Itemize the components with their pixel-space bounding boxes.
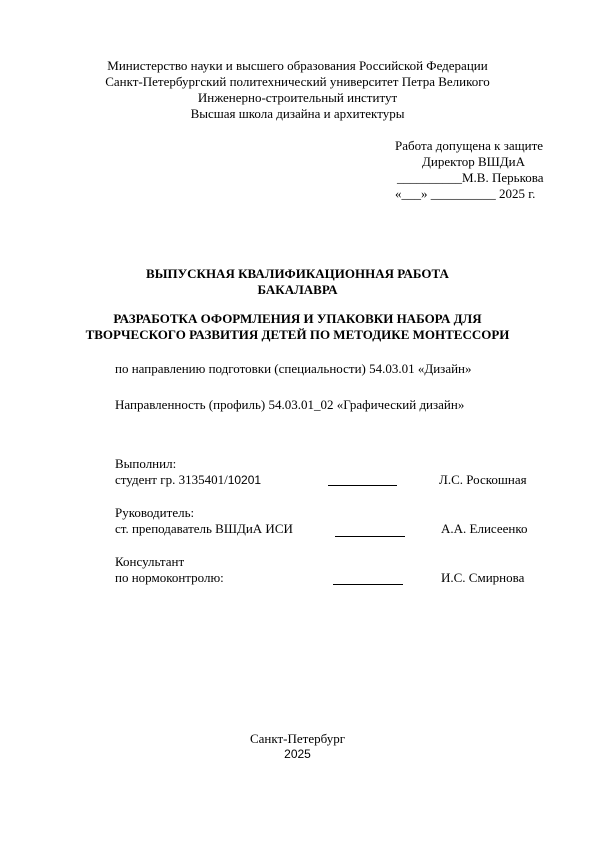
footer-year: 2025 <box>284 747 311 761</box>
ministry-name: Министерство науки и высшего образования Российской Федерации <box>107 58 488 73</box>
author-signature-line <box>328 485 397 486</box>
topic-title-line1: РАЗРАБОТКА ОФОРМЛЕНИЯ И УПАКОВКИ НАБОРА ДЛЯ <box>113 311 482 326</box>
consultant-signature-line <box>333 584 403 585</box>
topic-title-line2: ТВОРЧЕСКОГО РАЗВИТИЯ ДЕТЕЙ ПО МЕТОДИКЕ МОНТЕССОРИ <box>85 327 510 342</box>
approval-admitted: Работа допущена к защите <box>395 138 544 153</box>
study-profile: Направленность (профиль) 54.03.01_02 «Графический дизайн» <box>115 397 465 412</box>
supervisor-role: ст. преподаватель ВШДиА ИСИ <box>115 521 293 536</box>
author-label: Выполнил: <box>115 456 177 471</box>
author-name: Л.С. Роскошная <box>439 472 527 487</box>
supervisor-name: А.А. Елисеенко <box>441 521 528 536</box>
study-direction: по направлению подготовки (специальности) 54.03.01 «Дизайн» <box>115 361 472 376</box>
consultant-label: Консультант <box>115 554 185 569</box>
supervisor-label: Руководитель: <box>115 505 195 520</box>
school-name: Высшая школа дизайна и архитектуры <box>190 106 405 121</box>
university-name: Санкт-Петербургский политехнический университет Петра Великого <box>105 74 490 89</box>
author-role <box>115 472 261 488</box>
institute-name: Инженерно-строительный институт <box>197 90 398 105</box>
footer-city: Санкт-Петербург <box>249 731 346 746</box>
consultant-role: по нормоконтролю: <box>115 570 224 585</box>
work-degree-title: БАКАЛАВРА <box>257 282 338 297</box>
supervisor-signature-line <box>335 536 405 537</box>
consultant-name: И.С. Смирнова <box>441 570 525 585</box>
approval-director-signature: __________М.В. Перькова <box>397 170 544 185</box>
work-type-title: ВЫПУСКНАЯ КВАЛИФИКАЦИОННАЯ РАБОТА <box>146 266 449 281</box>
author-group-prefix: студент гр. 3135401/ <box>115 472 228 487</box>
approval-date: «___» __________ 2025 г. <box>395 186 536 201</box>
approval-director-title: Директор ВШДиА <box>422 154 525 169</box>
author-group-number: 10201 <box>227 473 262 487</box>
